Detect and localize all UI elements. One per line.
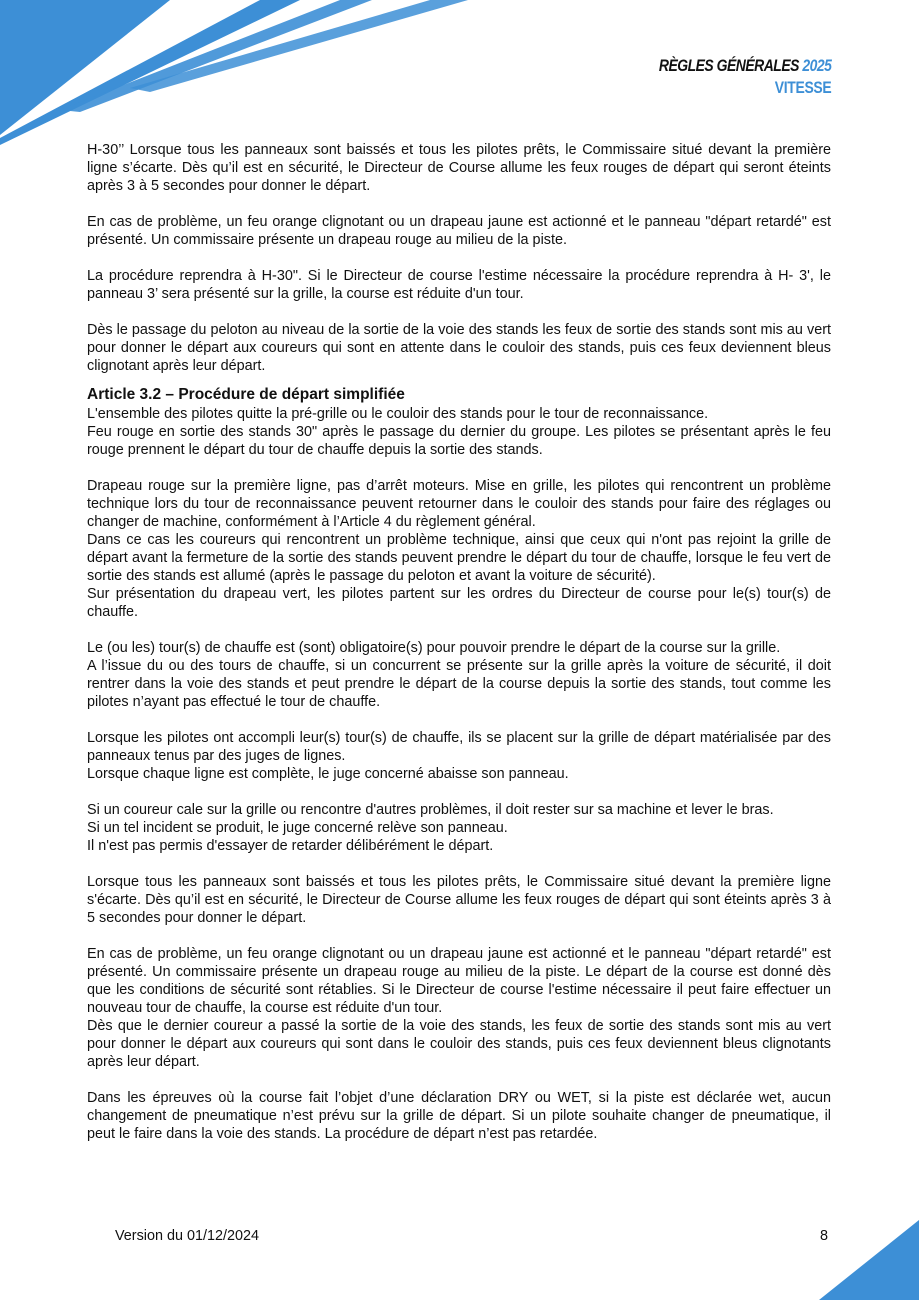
paragraph	[87, 405, 831, 459]
paragraph-line: Dans ce cas les coureurs qui rencontrent un problème technique, ainsi que ceux qui n'ont pas rejoint la grille de départ avant la fermeture de la sortie des stands peuvent prendre le départ du tour de chauffe, lorsque le feu vert de sortie des stands est allumé (après le passage du peloton et avant la voiture de sécurité).	[87, 532, 831, 584]
paragraph-line: Lorsque chaque ligne est complète, le juge concerné abaisse son panneau.	[87, 766, 569, 782]
paragraph-line: Dès que le dernier coureur a passé la sortie de la voie des stands, les feux de sortie des stands sont mis au vert pour donner le départ aux coureurs qui sont dans le couloir des stands, puis ces feux deviennent bleus clignotants après leur départ.	[87, 1018, 831, 1070]
paragraph-line: En cas de problème, un feu orange clignotant ou un drapeau jaune est actionné et le panneau "départ retardé" est présenté. Un commissaire présente un drapeau rouge au milieu de la piste. Le départ de la course est donné dès que les conditions de sécurité sont rétablies. Si le Directeur de course l'estime nécessaire il peut faire effectuer un nouveau tour de chauffe, la course est réduite d'un tour.	[87, 946, 831, 1016]
paragraph: H-30’’ Lorsque tous les panneaux sont baissés et tous les pilotes prêts, le Commissaire situé devant la première ligne s’écarte. Dès qu’il est en sécurité, le Directeur de Course allume les feux rouges de départ qui seront éteints après 3 à 5 secondes pour donner le départ.	[87, 142, 831, 194]
paragraph	[87, 1089, 831, 1143]
paragraph-line: Dans les épreuves où la course fait l’objet d’une déclaration DRY ou WET, si la piste est déclarée wet, aucun changement de pneumatique n’est prévu sur la grille de départ. Si un pilote souhaite changer de pneumatique, il peut le faire dans la voie des stands. La procédure de départ n’est pas retardée.	[87, 1090, 831, 1142]
paragraph: Dès le passage du peloton au niveau de la sortie de la voie des stands les feux de sortie des stands sont mis au vert pour donner le départ aux coureurs qui sont en attente dans le couloir des stands, puis ces feux deviennent bleus clignotant après leur départ.	[87, 322, 831, 374]
page-header	[621, 55, 831, 99]
document-body	[87, 141, 831, 1161]
paragraph	[87, 801, 831, 855]
page-number: 8	[820, 1228, 829, 1244]
paragraph	[87, 729, 831, 783]
corner-triangle-decoration	[819, 1220, 919, 1300]
paragraph-line: Feu rouge en sortie des stands 30" après le passage du dernier du groupe. Les pilotes se présentant après le feu rouge prennent le départ du tour de chauffe depuis la sortie des stands.	[87, 424, 831, 458]
paragraph-line: Le (ou les) tour(s) de chauffe est (sont) obligatoire(s) pour pouvoir prendre le départ de la course sur la grille.	[87, 640, 781, 656]
paragraph	[87, 945, 831, 1071]
paragraph: La procédure reprendra à H-30". Si le Directeur de course l'estime nécessaire la procédure reprendra à H- 3', le panneau 3’ sera présenté sur la grille, la course est réduite d'un tour.	[87, 268, 831, 302]
paragraph-line: Drapeau rouge sur la première ligne, pas d’arrêt moteurs. Mise en grille, les pilotes qui rencontrent un problème technique lors du tour de reconnaissance peuvent retourner dans le couloir des stands pour faire des réglages ou changer de machine, conformément à l’Article 4 du règlement général.	[87, 478, 831, 530]
header-title-text: RÈGLES GÉNÉRALES	[658, 56, 799, 75]
paragraph: En cas de problème, un feu orange clignotant ou un drapeau jaune est actionné et le panneau "départ retardé" est présenté. Un commissaire présente un drapeau rouge au milieu de la piste.	[87, 214, 831, 248]
paragraph-line: Si un tel incident se produit, le juge concerné relève son panneau.	[87, 820, 508, 836]
article-heading: Article 3.2 – Procédure de départ simplifiée	[87, 386, 405, 403]
paragraph	[87, 873, 831, 927]
header-title	[658, 55, 831, 77]
header-year: 2025	[801, 56, 831, 75]
paragraph-line: Si un coureur cale sur la grille ou rencontre d'autres problèmes, il doit rester sur sa machine et lever le bras.	[87, 802, 774, 818]
paragraph-line: Sur présentation du drapeau vert, les pilotes partent sur les ordres du Directeur de course pour le(s) tour(s) de chauffe.	[87, 586, 831, 620]
paragraph-line: L'ensemble des pilotes quitte la pré-grille ou le couloir des stands pour le tour de reconnaissance.	[87, 406, 709, 422]
paragraph-line: A l’issue du ou des tours de chauffe, si un concurrent se présente sur la grille après la voiture de sécurité, il doit rentrer dans la voie des stands et peut prendre le départ de la course depuis la sortie des stands, tout comme les pilotes n’ayant pas effectué le tour de chauffe.	[87, 658, 831, 710]
paragraph	[87, 477, 831, 621]
header-subtitle: VITESSE	[774, 78, 831, 97]
paragraph-line: Lorsque les pilotes ont accompli leur(s) tour(s) de chauffe, ils se placent sur la grille de départ matérialisée par des panneaux tenus par des juges de lignes.	[87, 730, 831, 764]
corner-stripes-decoration	[0, 0, 480, 145]
paragraph	[87, 639, 831, 711]
paragraph-line: Lorsque tous les panneaux sont baissés et tous les pilotes prêts, le Commissaire situé devant la première ligne s'écarte. Dès qu’il est en sécurité, le Directeur de Course allume les feux rouges de départ qui sont éteints après 3 à 5 secondes pour donner le départ.	[87, 874, 831, 926]
footer-version: Version du 01/12/2024	[115, 1228, 260, 1244]
paragraph-line: Il n'est pas permis d'essayer de retarder délibérément le départ.	[87, 838, 494, 854]
